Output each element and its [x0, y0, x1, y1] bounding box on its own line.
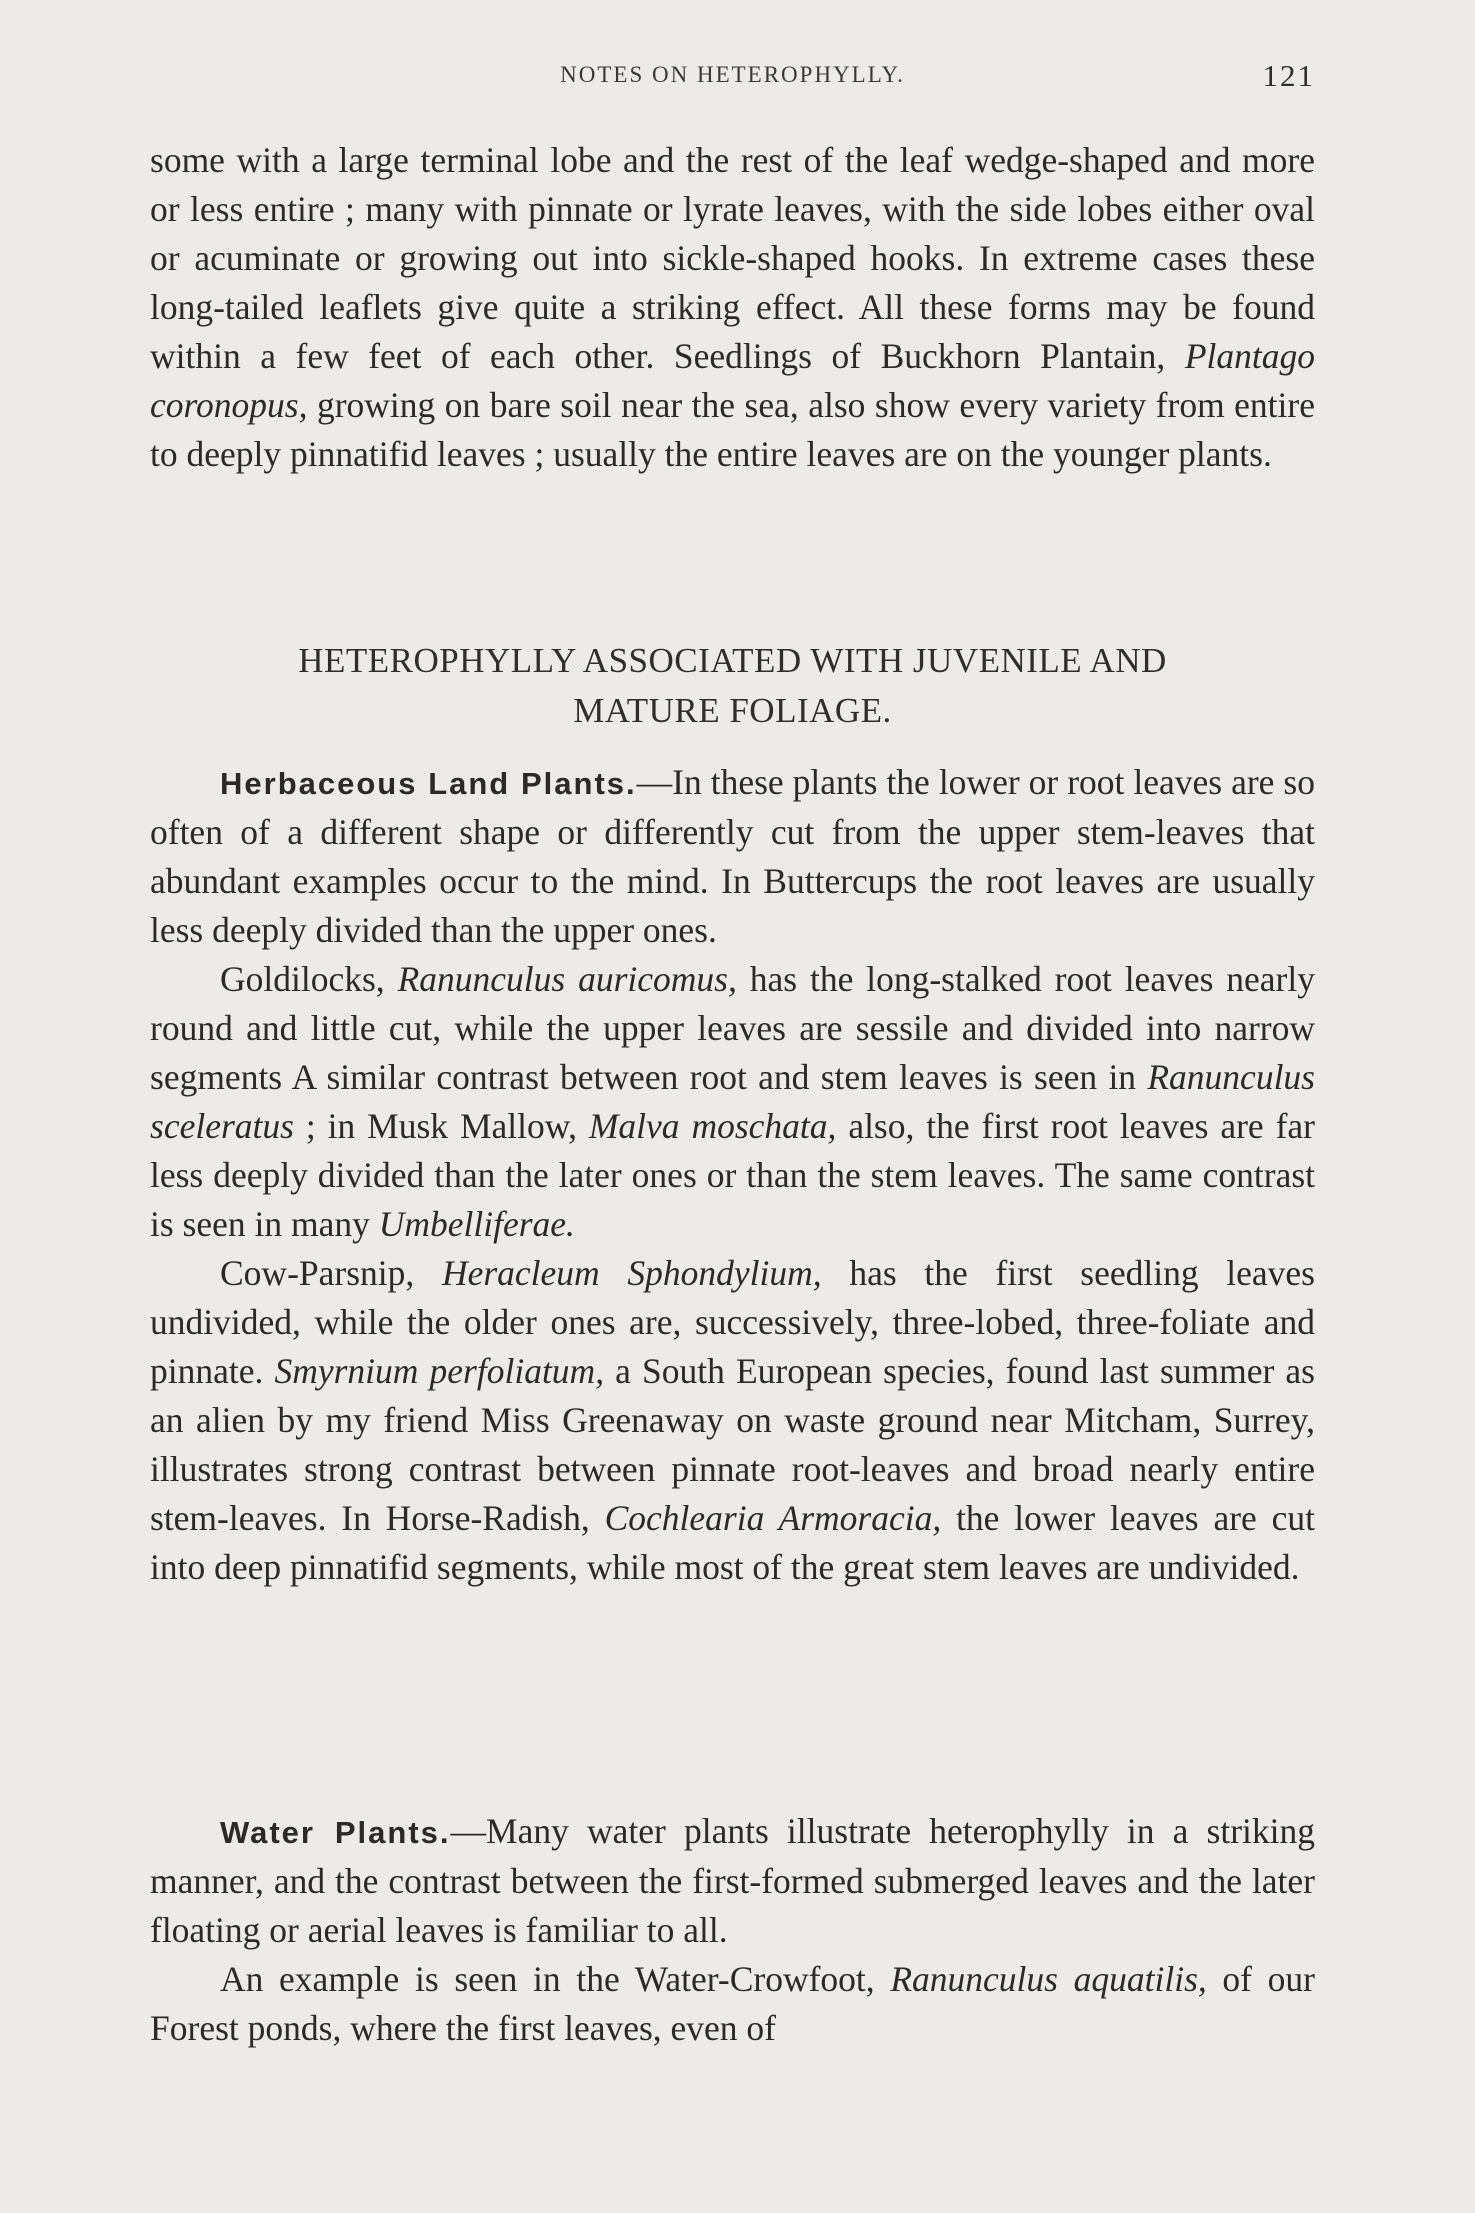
page-number: 121: [1262, 58, 1315, 93]
running-title: NOTES ON HETEROPHYLLY.: [560, 62, 905, 87]
opening-paragraph: [150, 136, 1315, 479]
section-heading: [150, 636, 1315, 736]
running-head: [150, 58, 1315, 102]
text-run: of our Forest ponds, where the first leaves, even of: [150, 1959, 1315, 2048]
water-plants-section: [150, 1807, 1315, 2053]
paragraph-goldilocks: [150, 955, 1315, 1249]
species-name: Malva moschata,: [588, 1106, 837, 1146]
text-run: An example is seen in the Water-Crowfoot,: [220, 1959, 891, 1999]
paragraph-water-crowfoot: [150, 1955, 1315, 2053]
herbaceous-section: [150, 758, 1315, 1592]
species-name: Plantago coronopus,: [150, 336, 1315, 425]
text-run: has the long-stalked root leaves nearly round and little cut, while the upper leaves are sessile and divided into narrow segments A similar contrast between root and stem leaves is seen in: [150, 959, 1315, 1097]
text-run: the lower leaves are cut into deep pinnatifid segments, while most of the great stem leaves are undivided.: [150, 1498, 1315, 1587]
paragraph-herbaceous: [150, 758, 1315, 955]
species-name: Ranunculus aquatilis,: [890, 1959, 1207, 1999]
species-name: Umbelliferae.: [378, 1204, 575, 1244]
text-run: has the first seedling leaves undivided, while the older ones are, successively, three-lobed, three-foliate and pinnate.: [150, 1253, 1316, 1391]
species-name: Ranunculus sceleratus: [150, 1057, 1315, 1146]
run-in-heading: Water Plants.: [220, 1815, 451, 1850]
text-run: Cow-Parsnip,: [220, 1253, 442, 1293]
paragraph-cow-parsnip: [150, 1249, 1315, 1592]
run-in-heading: Herbaceous Land Plants.: [220, 766, 637, 801]
text-run: growing on bare soil near the sea, also show every variety from entire to deeply pinnatifid leaves ; usually the entire leaves are on the younger plants.: [150, 385, 1315, 474]
species-name: Ranunculus auricomus,: [397, 959, 737, 999]
paragraph-plantain: [150, 136, 1315, 479]
text-run: ; in Musk Mallow,: [293, 1106, 589, 1146]
text-run: some with a large terminal lobe and the rest of the leaf wedge-shaped and more or less entire ; many with pinnate or lyrate leaves, with the side lobes either oval or acuminate or growing out into sickle-shaped hooks. In extreme cases these long-tailed leaflets give quite a striking effect. All these forms may be found within a few feet of each other. Seedlings of Buckhorn Plantain,: [150, 140, 1315, 376]
text-run: also, the first root leaves are far less deeply divided than the later ones or than the stem leaves. The same contrast is seen in many: [150, 1106, 1315, 1244]
section-heading-line-1: HETEROPHYLLY ASSOCIATED WITH JUVENILE AND: [298, 641, 1167, 680]
species-name: Cochlearia Armoracia,: [604, 1498, 942, 1538]
text-run: Goldilocks,: [220, 959, 398, 999]
species-name: Heracleum Sphondylium,: [441, 1253, 822, 1293]
species-name: Smyrnium perfoliatum,: [274, 1351, 605, 1391]
section-heading-line-2: MATURE FOLIAGE.: [573, 691, 892, 730]
text-run: —Many water plants illustrate heterophylly in a striking manner, and the contrast between the first-formed submerged leaves and the later floating or aerial leaves is familiar to all.: [150, 1811, 1315, 1950]
text-run: —In these plants the lower or root leaves are so often of a different shape or differently cut from the upper stem-leaves that abundant examples occur to the mind. In Buttercups the root leaves are usually less deeply divided than the upper ones.: [150, 762, 1315, 950]
paragraph-water-plants: [150, 1807, 1315, 1955]
text-run: a South European species, found last summer as an alien by my friend Miss Greenaway on waste ground near Mitcham, Surrey, illustrates strong contrast between pinnate root-leaves and broad nearly entire stem-leaves. In Horse-Radish,: [150, 1351, 1315, 1538]
